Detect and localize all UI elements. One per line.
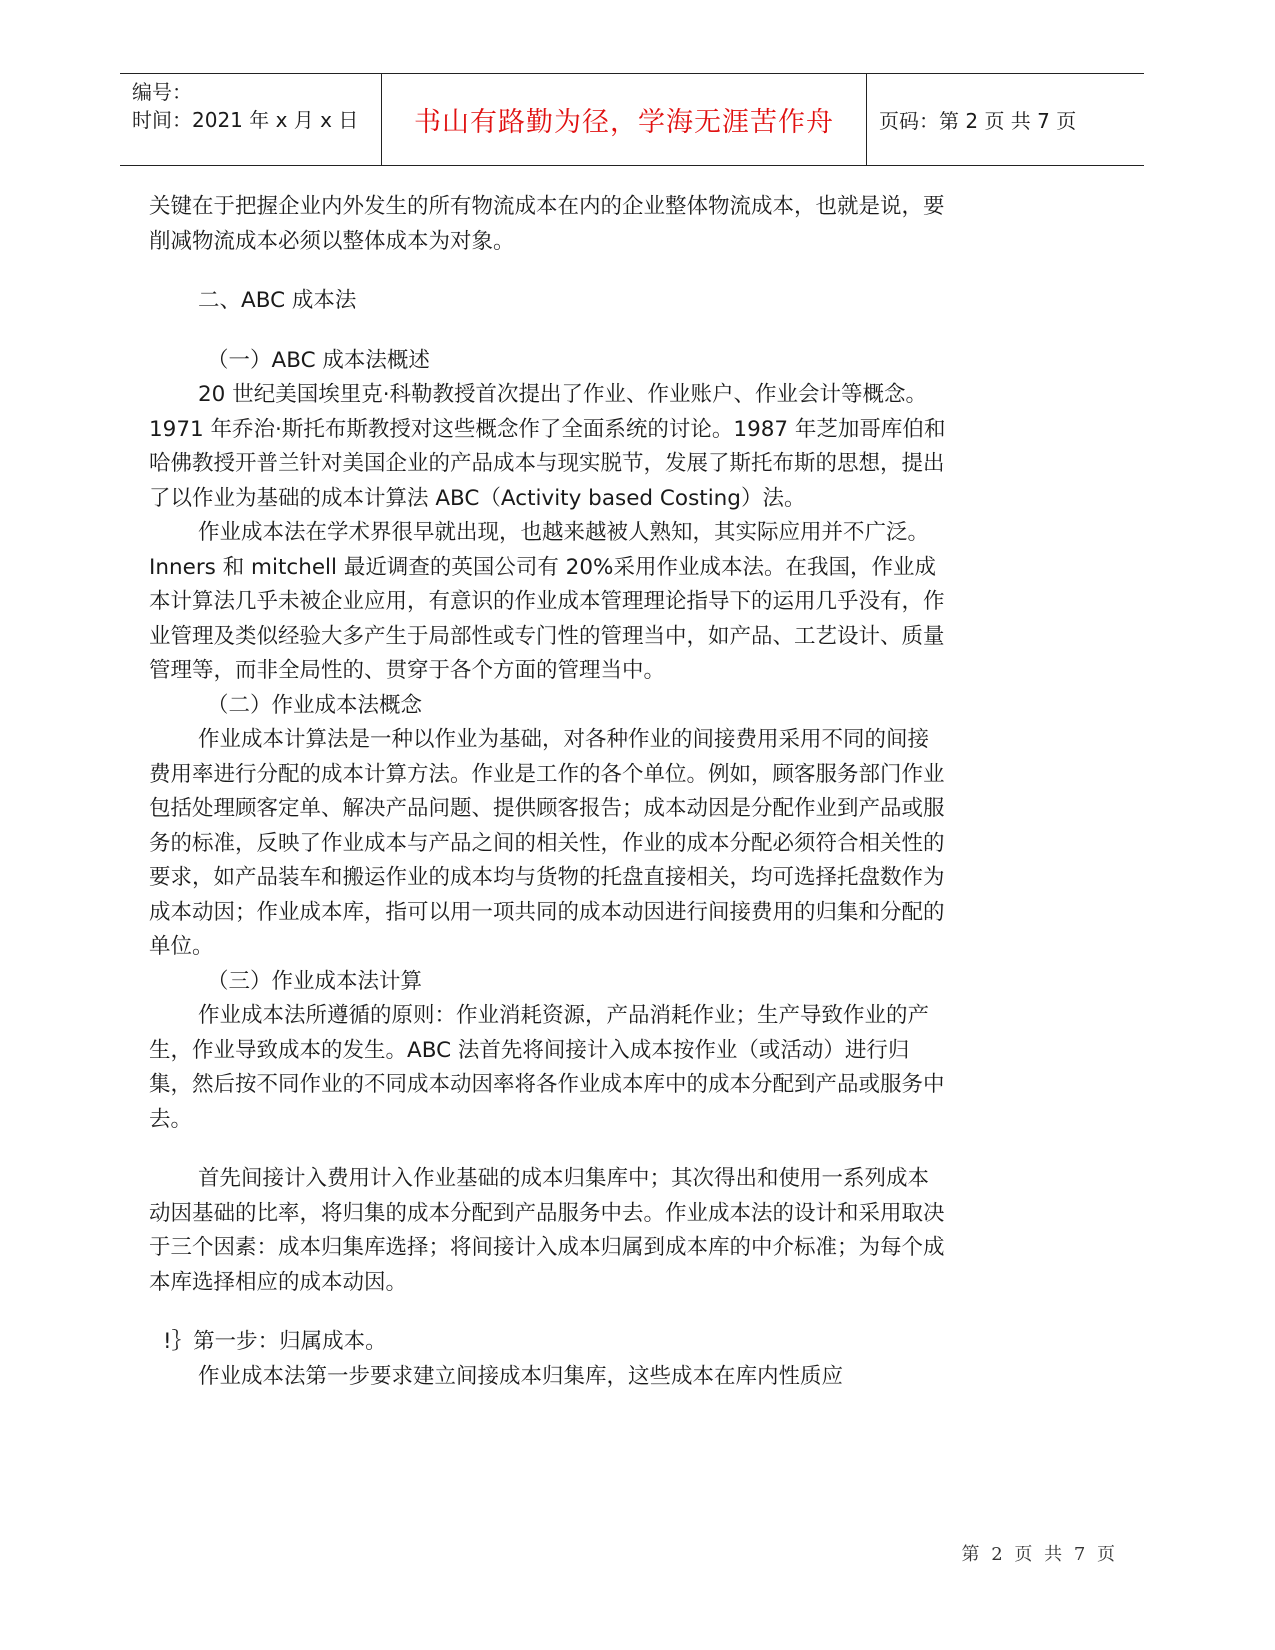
paragraph: 20 世纪美国埃里克·科勒教授首次提出了作业、作业账户、作业会计等概念。1971 年乔治·斯托布斯教授对这些概念作了全面系统的讨论。1987 年芝加哥库伯和哈佛教授开普兰针对美国企业的产品成本与现实脱节，发展了斯托布斯的思想，提出了以作业为基础的成本计算法 ABC（Activity based Costing）法。 [149,382,946,511]
step-heading: !｝第一步：归属成本。 [163,1329,387,1354]
paragraph: 作业成本法所遵循的原则：作业消耗资源，产品消耗作业；生产导致作业的产生，作业导致成本的发生。ABC 法首先将间接计入成本按作业（或活动）进行归集，然后按不同作业的不同成本动因率将各作业成本库中的成本分配到产品或服务中去。 [149,1003,945,1132]
number-label: 编号： [132,80,192,104]
motto: 书山有路勤为径，学海无涯苦作舟 [382,74,867,165]
subsection-heading: （二）作业成本法概念 [207,692,423,718]
page-info: 页码：第 2 页 共 7 页 [879,109,1077,133]
page-footer: 第 2 页 共 7 页 [961,1544,1115,1565]
section-heading: 二、ABC 成本法 [198,288,357,313]
subsection-heading: （一）ABC 成本法概述 [207,347,430,373]
paragraph: 关键在于把握企业内外发生的所有物流成本在内的企业整体物流成本，也就是说，要削减物流成本必须以整体成本为对象。 [149,194,945,254]
paragraph: 作业成本计算法是一种以作业为基础，对各种作业的间接费用采用不同的间接费用率进行分配的成本计算方法。作业是工作的各个单位。例如，顾客服务部门作业包括处理顾客定单、解决产品问题、提供顾客报告；成本动因是分配作业到产品或服务的标准，反映了作业成本与产品之间的相关性，作业的成本分配必须符合相关性的要求，如产品装车和搬运作业的成本均与货物的托盘直接相关，均可选择托盘数作为成本动因；作业成本库，指可以用一项共同的成本动因进行间接费用的归集和分配的单位。 [149,727,945,959]
subsection-heading: （三）作业成本法计算 [207,968,423,994]
paragraph: 作业成本法在学术界很早就出现，也越来越被人熟知，其实际应用并不广泛。Inners 和 mitchell 最近调查的英国公司有 20%采用作业成本法。在我国，作业成本计算法几乎未被企业应用，有意识的作业成本管理理论指导下的运用几乎没有，作业管理及类似经验大多产生于局部性或专门性的管理当中，如产品、工艺设计、质量管理等，而非全局性的、贯穿于各个方面的管理当中。 [149,520,945,683]
document-body [149,190,949,1394]
time-label: 时间：2021 年 x 月 x 日 [132,108,359,132]
paragraph: 作业成本法第一步要求建立间接成本归集库，这些成本在库内性质应 [198,1363,844,1389]
paragraph: 首先间接计入费用计入作业基础的成本归集库中；其次得出和使用一系列成本动因基础的比率，将归集的成本分配到产品服务中去。作业成本法的设计和采用取决于三个因素：成本归集库选择；将间接计入成本归属到成本库的中介标准；为每个成本库选择相应的成本动因。 [149,1166,945,1295]
header-table [120,73,1144,166]
header-left-cell [120,74,382,165]
